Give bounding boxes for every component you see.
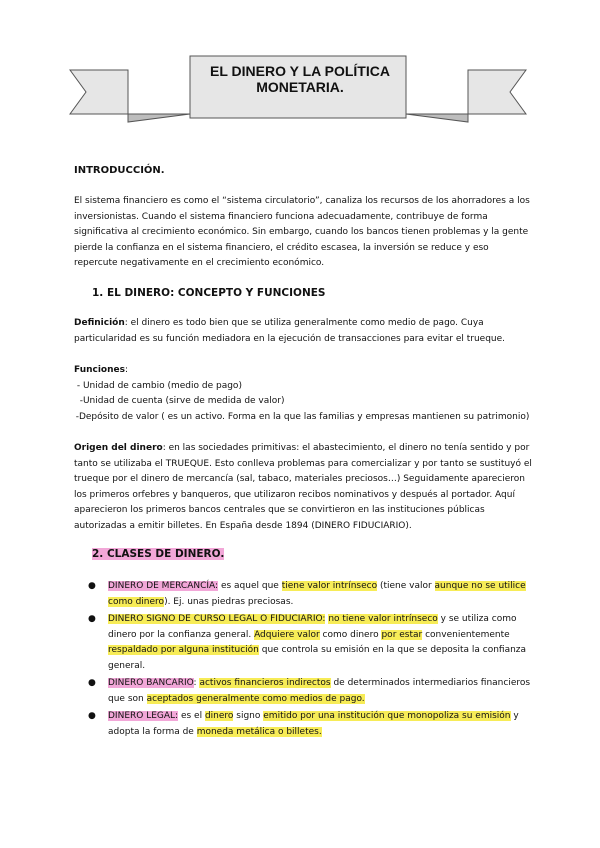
term-label: DINERO BANCARIO: [108, 678, 194, 688]
highlight: aceptados generalmente como medios de pago.: [146, 693, 365, 704]
origin-paragraph: [74, 441, 534, 534]
bullet-icon: ●: [88, 711, 96, 721]
term-label: DINERO DE MERCANCÍA:: [108, 581, 219, 591]
money-types-list: [74, 579, 534, 742]
list-item: ● DINERO DE MERCANCÍA: es aquel que tiene valor intrínseco (tiene valor aunque no se utilice como dinero). Ej. unas piedras preciosas.: [88, 581, 526, 607]
list-item: ● DINERO SIGNO DE CURSO LEGAL O FIDUCIARIO: no tiene valor intrínseco y se utiliza como dinero por la confianza general. Adquiere valor como dinero por estar convenientemente respaldado por alguna institución que controla su emisión en la que se deposita la confianza general.: [88, 614, 527, 671]
title-line-1: EL DINERO Y LA POLÍTICA: [210, 63, 390, 79]
term-label: DINERO SIGNO DE CURSO LEGAL O FIDUCIARIO:: [108, 614, 326, 624]
highlight: respaldado por alguna institución: [108, 645, 259, 655]
section2-heading-wrap: [92, 548, 224, 560]
section1-heading: 1. EL DINERO: CONCEPTO Y FUNCIONES: [92, 287, 326, 299]
definition-label: Definición: [74, 318, 125, 328]
intro-paragraph: El sistema financiero es como el “sistema circulatorio”, canaliza los recursos de los ahorradores a los inversionistas. Cuando el sistema financiero funciona adecuadamente, contribuye de forma significativa al crecimiento económico. Sin embargo, cuando los bancos tienen problemas y la gente pierde la confianza en el sistema financiero, el crédito escasea, la inversión se reduce y eso repercute negativamente en el crecimiento económico.: [74, 196, 530, 268]
function-item: -Depósito de valor ( es un activo. Forma en la que las familias y empresas mantienen su patrimonio): [70, 411, 530, 422]
highlight: no tiene valor intrínseco: [328, 614, 438, 624]
section2-heading: 2. CLASES DE DINERO.: [92, 548, 225, 560]
functions-label: Funciones: [74, 365, 125, 375]
highlight: dinero: [204, 711, 234, 721]
highlight: tiene valor intrínseco: [281, 581, 378, 591]
origin-label: Origen del dinero: [74, 443, 163, 453]
functions-colon: :: [125, 365, 129, 375]
bullet-icon: ●: [88, 581, 96, 591]
highlight: moneda metálica o billetes.: [196, 726, 322, 737]
highlight: activos financieros indirectos: [199, 678, 331, 688]
definition-text: : el dinero es todo bien que se utiliza generalmente como medio de pago. Cuya particularidad es su función mediadora en la ejecución de transacciones para evitar el trueque.: [74, 318, 506, 344]
function-item: - Unidad de cambio (medio de pago): [74, 380, 242, 391]
highlight: por estar: [381, 629, 423, 640]
highlight: emitido por una institución que monopoliza su emisión: [263, 711, 511, 721]
bullet-icon: ●: [88, 614, 96, 624]
term-label: DINERO LEGAL:: [108, 711, 179, 721]
intro-heading: INTRODUCCIÓN.: [74, 165, 165, 176]
highlight: Adquiere valor: [254, 629, 320, 640]
list-item: ● DINERO BANCARIO: activos financieros indirectos de determinados intermediarios financieros que son aceptados generalmente como medios de pago.: [88, 678, 531, 704]
function-item: -Unidad de cuenta (sirve de medida de valor): [74, 396, 285, 406]
document-title: [190, 63, 410, 95]
highlight: aunque no se utilice como dinero: [108, 581, 526, 607]
definition-paragraph: [74, 316, 534, 347]
title-line-2: MONETARIA.: [256, 79, 344, 95]
functions-block: [70, 363, 534, 425]
list-item: ● DINERO LEGAL: es el dinero signo emitido por una institución que monopoliza su emisión y adopta la forma de moneda metálica o billetes.: [88, 711, 519, 737]
bullet-icon: ●: [88, 678, 96, 688]
origin-text: : en las sociedades primitivas: el abastecimiento, el dinero no tenía sentido y por tanto se utilizaba el TRUEQUE. Esto conlleva problemas para comercializar y por tanto se sustituyó el trueque por el dinero de mercancía (sal, tabaco, materiales preciosos…) Seguidamente aparecieron los primeros orfebres y banqueros, que utilizaron recibos nominativos y después al portador. Aquí aparecieron los primeros bancos centrales que se convirtieron en las instituciones públicas autorizadas a emitir billetes. En España desde 1894 (DINERO FIDUCIARIO).: [74, 443, 532, 531]
